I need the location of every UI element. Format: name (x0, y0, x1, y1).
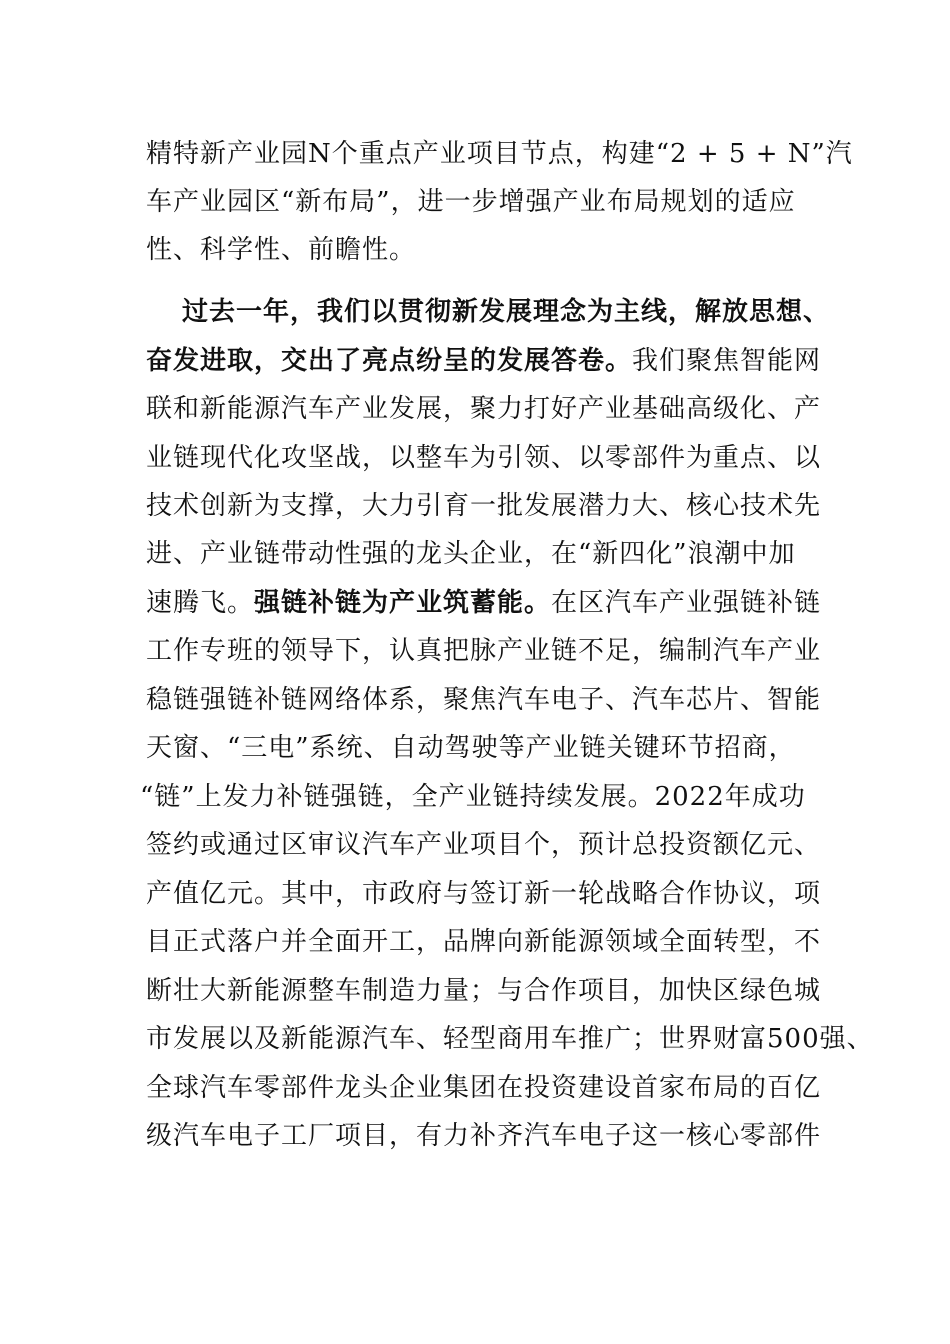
text-line: 联和新能源汽车产业发展，聚力打好产业基础高级化、产 (146, 394, 822, 424)
text-line: 产值亿元。其中，市政府与签订新一轮战略合作协议，项 (146, 879, 822, 909)
text-line: 性、科学性、前瞻性。 (146, 235, 417, 265)
text-line: 全球汽车零部件龙头企业集团在投资建设首家布局的百亿 (146, 1073, 822, 1103)
text-line (146, 346, 826, 376)
text-line: 工作专班的领导下，认真把脉产业链不足，编制汽车产业 (146, 636, 822, 666)
text-line (146, 588, 826, 618)
text-line: “链”上发力补链强链，全产业链持续发展。2022年成功 (140, 782, 806, 812)
text-segment: 在区汽车产业强链补链 (551, 588, 822, 618)
text-line: 稳链强链补链网络体系，聚焦汽车电子、汽车芯片、智能 (146, 685, 822, 715)
text-line: 进、产业链带动性强的龙头企业，在“新四化”浪潮中加 (146, 539, 796, 569)
text-line: 断壮大新能源整车制造力量；与合作项目，加快区绿色城 (146, 976, 822, 1006)
text-line: 技术创新为支撑，大力引育一批发展潜力大、核心技术先 (146, 491, 822, 521)
bold-heading: 过去一年，我们以贯彻新发展理念为主线，解放思想、 (182, 297, 831, 327)
bold-subheading: 强链补链为产业筑蓄能。 (254, 588, 552, 618)
text-line: 签约或通过区审议汽车产业项目个，预计总投资额亿元、 (146, 830, 822, 860)
text-segment: 我们聚焦智能网 (632, 346, 822, 376)
text-line: 精特新产业园N个重点产业项目节点，构建“2 + 5 + N”汽 (146, 139, 853, 169)
text-line: 车产业园区“新布局”，进一步增强产业布局规划的适应 (146, 187, 796, 217)
paragraph-lead-line (182, 297, 831, 327)
text-line: 级汽车电子工厂项目，有力补齐汽车电子这一核心零部件 (146, 1121, 822, 1151)
text-line: 天窗、“三电”系统、自动驾驶等产业链关键环节招商， (146, 733, 796, 763)
text-line: 市发展以及新能源汽车、轻型商用车推广；世界财富500强、 (146, 1024, 874, 1054)
bold-heading: 奋发进取，交出了亮点纷呈的发展答卷。 (146, 346, 633, 376)
text-line: 目正式落户并全面开工，品牌向新能源领域全面转型，不 (146, 927, 822, 957)
text-segment: 速腾飞。 (146, 588, 255, 618)
text-line: 业链现代化攻坚战，以整车为引领、以零部件为重点、以 (146, 443, 822, 473)
